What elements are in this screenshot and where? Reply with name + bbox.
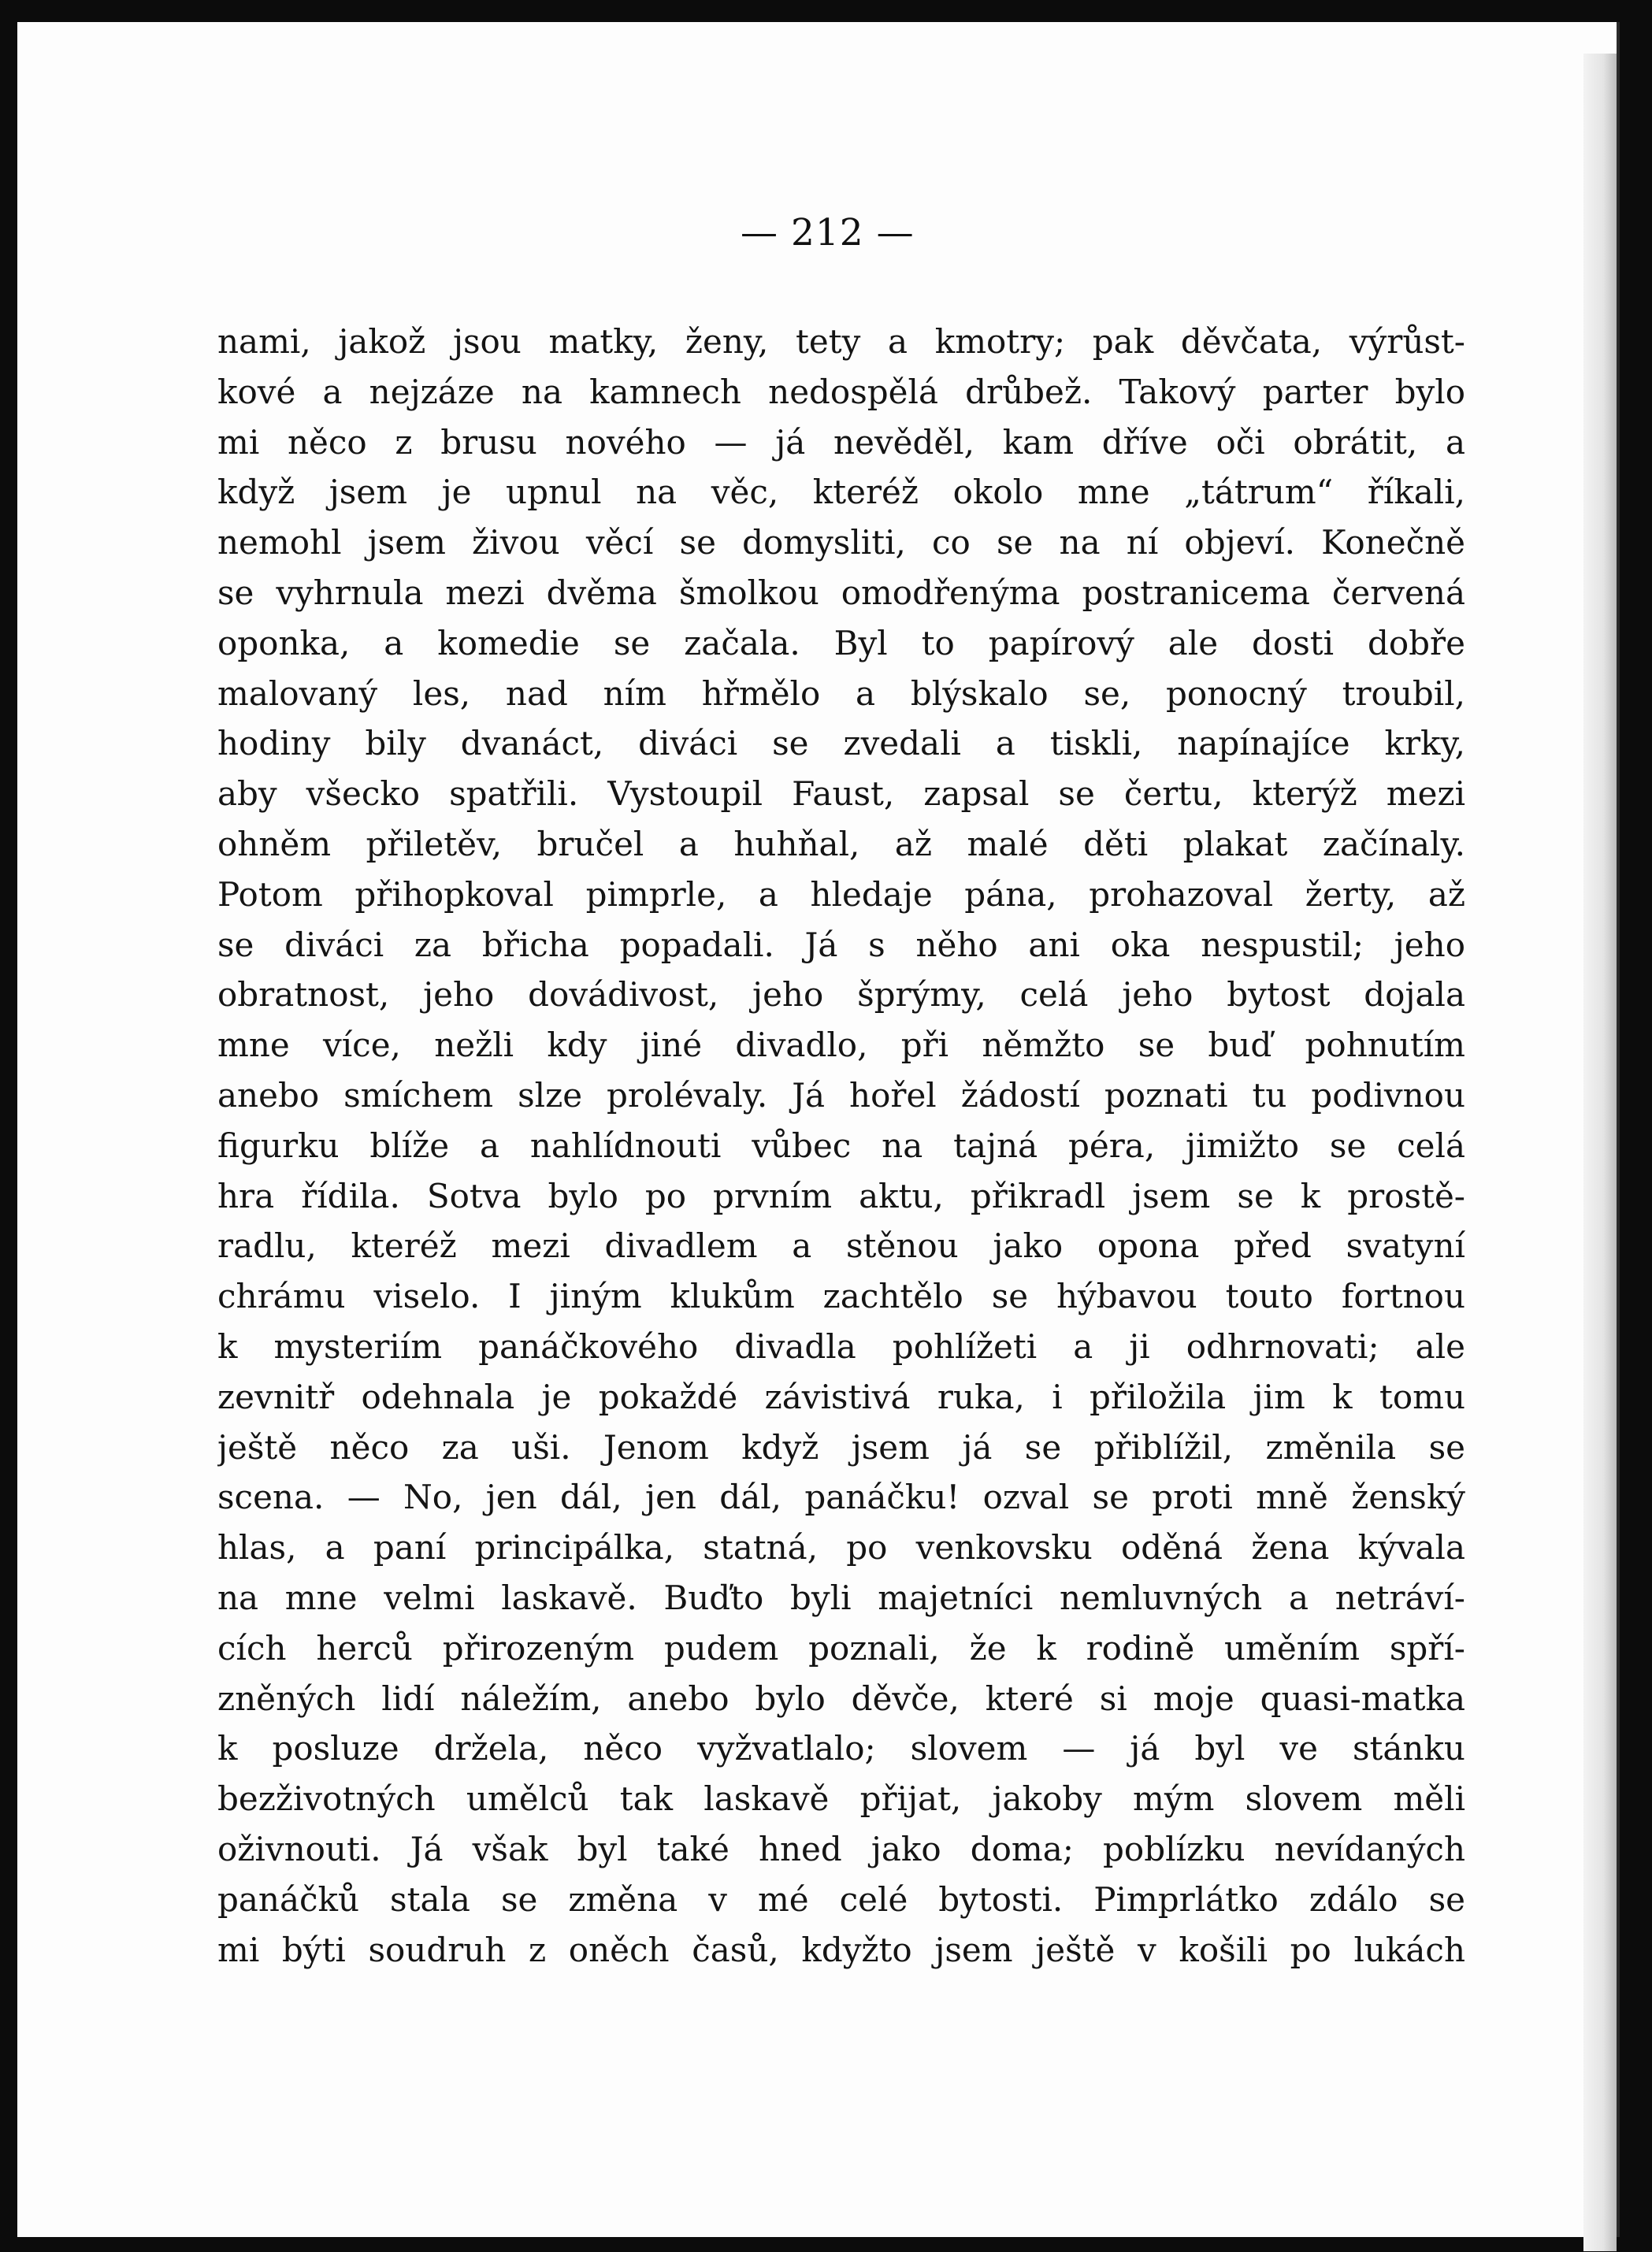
body-text [217, 317, 1465, 1975]
text-line: figurku blíže a nahlídnouti vůbec na tajná péra, jimižto se celá [217, 1126, 1465, 1165]
text-line: k mysteriím panáčkového divadla pohlížeti a ji odhrnovati; ale [217, 1326, 1465, 1366]
text-line: obratnost, jeho dovádivost, jeho šprýmy, celá jeho bytost dojala [217, 975, 1465, 1015]
text-line: oživnouti. Já však byl také hned jako doma; poblízku nevídaných [217, 1829, 1465, 1868]
text-line: hodiny bily dvanáct, diváci se zvedali a tiskli, napínajíce krky, [217, 724, 1465, 763]
text-line: zevnitř odehnala je pokaždé závistivá ruka, i přiložila jim k tomu [217, 1377, 1465, 1416]
text-line: mne více, nežli kdy jiné divadlo, při němžto se buď pohnutím [217, 1026, 1465, 1065]
text-line: ještě něco za uši. Jenom když jsem já se přiblížil, změnila se [217, 1427, 1465, 1467]
text-line: anebo smíchem slze prolévaly. Já hořel žádostí poznati tu podivnou [217, 1075, 1465, 1115]
text-line: aby všecko spatřili. Vystoupil Faust, zapsal se čertu, kterýž mezi [217, 774, 1465, 814]
text-line: panáčků stala se změna v mé celé bytosti. Pimprlátko zdálo se [217, 1879, 1465, 1919]
text-line: se vyhrnula mezi dvěma šmolkou omodřenýma postranicema červená [217, 573, 1465, 612]
text-line: na mne velmi laskavě. Buďto byli majetníci nemluvných a netráví- [217, 1578, 1465, 1617]
text-line: Potom přihopkoval pimprle, a hledaje pána, prohazoval žerty, až [217, 874, 1465, 914]
text-line: se diváci za břicha popadali. Já s něho ani oka nespustil; jeho [217, 925, 1465, 964]
text-line: mi něco z brusu nového — já nevěděl, kam dříve oči obrátit, a [217, 422, 1465, 462]
text-line: nemohl jsem živou věcí se domysliti, co se na ní objeví. Konečně [217, 523, 1465, 562]
text-line: hlas, a paní principálka, statná, po venkovsku oděná žena kývala [217, 1528, 1465, 1567]
text-line: chrámu viselo. I jiným klukům zachtělo se hýbavou touto fortnou [217, 1277, 1465, 1316]
text-line: kové a nejzáze na kamnech nedospělá drůbež. Takový parter bylo [217, 372, 1465, 411]
text-line: malovaný les, nad ním hřmělo a blýskalo se, ponocný troubil, [217, 673, 1465, 713]
text-line: nami, jakož jsou matky, ženy, tety a kmotry; pak děvčata, výrůst- [217, 322, 1465, 361]
text-line: zněných lidí náležím, anebo bylo děvče, které si moje quasi-matka [217, 1679, 1465, 1718]
text-line: radlu, kteréž mezi divadlem a stěnou jako opona před svatyní [217, 1226, 1465, 1266]
page-edge [1583, 54, 1617, 2251]
text-line: scena. — No, jen dál, jen dál, panáčku! ozval se proti mně ženský [217, 1478, 1465, 1517]
text-line: oponka, a komedie se začala. Byl to papírový ale dosti dobře [217, 623, 1465, 662]
page-number: — 212 — [741, 211, 915, 254]
text-line: když jsem je upnul na věc, kteréž okolo mne „tátrum“ říkali, [217, 473, 1465, 512]
text-line: cích herců přirozeným pudem poznali, že k rodině uměním spří- [217, 1628, 1465, 1668]
text-line: hra řídila. Sotva bylo po prvním aktu, přikradl jsem se k prostě- [217, 1176, 1465, 1215]
text-line: k posluze držela, něco vyžvatlalo; slovem — já byl ve stánku [217, 1729, 1465, 1768]
text-line: ohněm přiletěv, bručel a huhňal, až malé děti plakat začínaly. [217, 824, 1465, 863]
text-line: bezživotných umělců tak laskavě přijat, jakoby mým slovem měli [217, 1779, 1465, 1819]
text-line: mi býti soudruh z oněch časů, kdyžto jsem ještě v košili po lukách [217, 1930, 1465, 1969]
